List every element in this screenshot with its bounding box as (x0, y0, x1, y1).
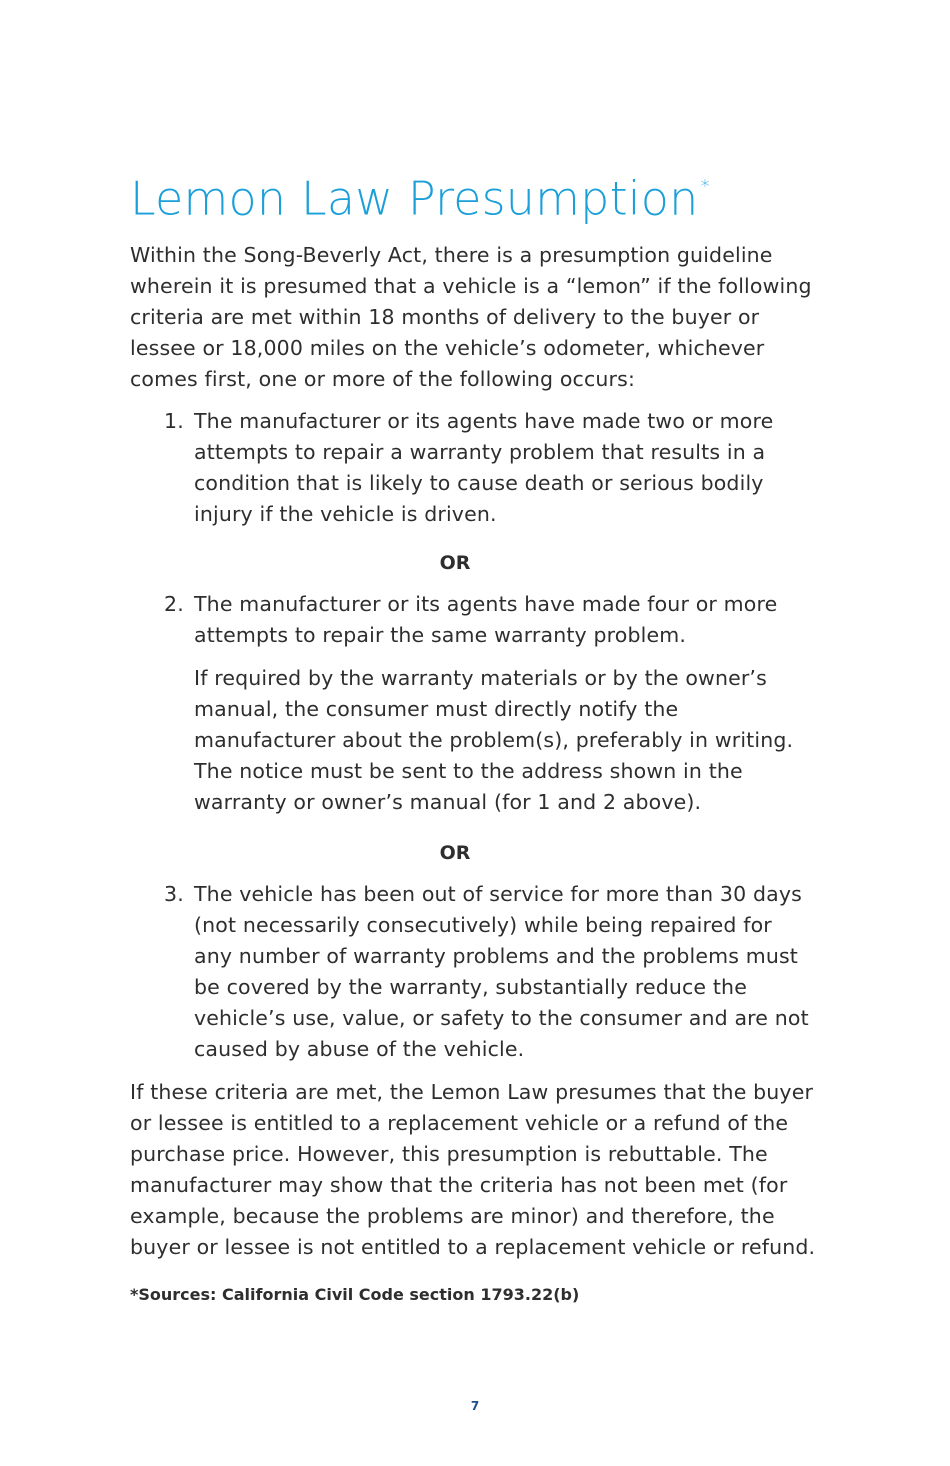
or-separator: OR (439, 552, 471, 574)
closing-paragraph: If these criteria are met, the Lemon Law presumes that the buyer or lessee is entitled to a replacement vehicle or a refund of the purchase price. However, this presumption is rebuttable. The manufacturer may show that the criteria has not been met (for example, because the problems are minor) and therefore, the buyer or lessee is not entitled to a replacement vehicle or refund. (130, 1080, 816, 1259)
criteria-item-text: The manufacturer or its agents have made four or more attempts to repair the same warranty problem. (194, 592, 778, 647)
criteria-item-text: The manufacturer or its agents have made two or more attempts to repair a warranty problem that results in a condition that is likely to cause death or serious bodily injury if the vehicle is driven. (194, 409, 774, 526)
criteria-item-number: 1. (164, 409, 184, 433)
page-title (130, 165, 710, 226)
title-footnote-marker: * (700, 176, 710, 197)
page-number: 7 (470, 1399, 480, 1413)
criteria-item-text: The vehicle has been out of service for more than 30 days (not necessarily consecutively) while being repaired for any number of warranty problems and the problems must be covered by the warranty, substantially reduce the vehicle’s use, value, or safety to the consumer and are not caused by abuse of the vehicle. (194, 882, 809, 1061)
criteria-item-number: 3. (164, 882, 184, 906)
title-text: Lemon Law Presumption (130, 171, 699, 226)
or-separator: OR (439, 842, 471, 864)
notification-note: If required by the warranty materials or by the owner’s manual, the consumer must directly notify the manufacturer about the problem(s), preferably in writing. The notice must be sent to the address shown in the warranty or owner’s manual (for 1 and 2 above). (194, 666, 794, 814)
sources-footnote: *Sources: California Civil Code section 1793.22(b) (130, 1285, 580, 1304)
criteria-item-number: 2. (164, 592, 184, 616)
intro-paragraph: Within the Song-Beverly Act, there is a presumption guideline wherein it is presumed that a vehicle is a “lemon” if the following criteria are met within 18 months of delivery to the buyer or lessee or 18,000 miles on the vehicle’s odometer, whichever comes first, one or more of the following occurs: (130, 243, 812, 391)
